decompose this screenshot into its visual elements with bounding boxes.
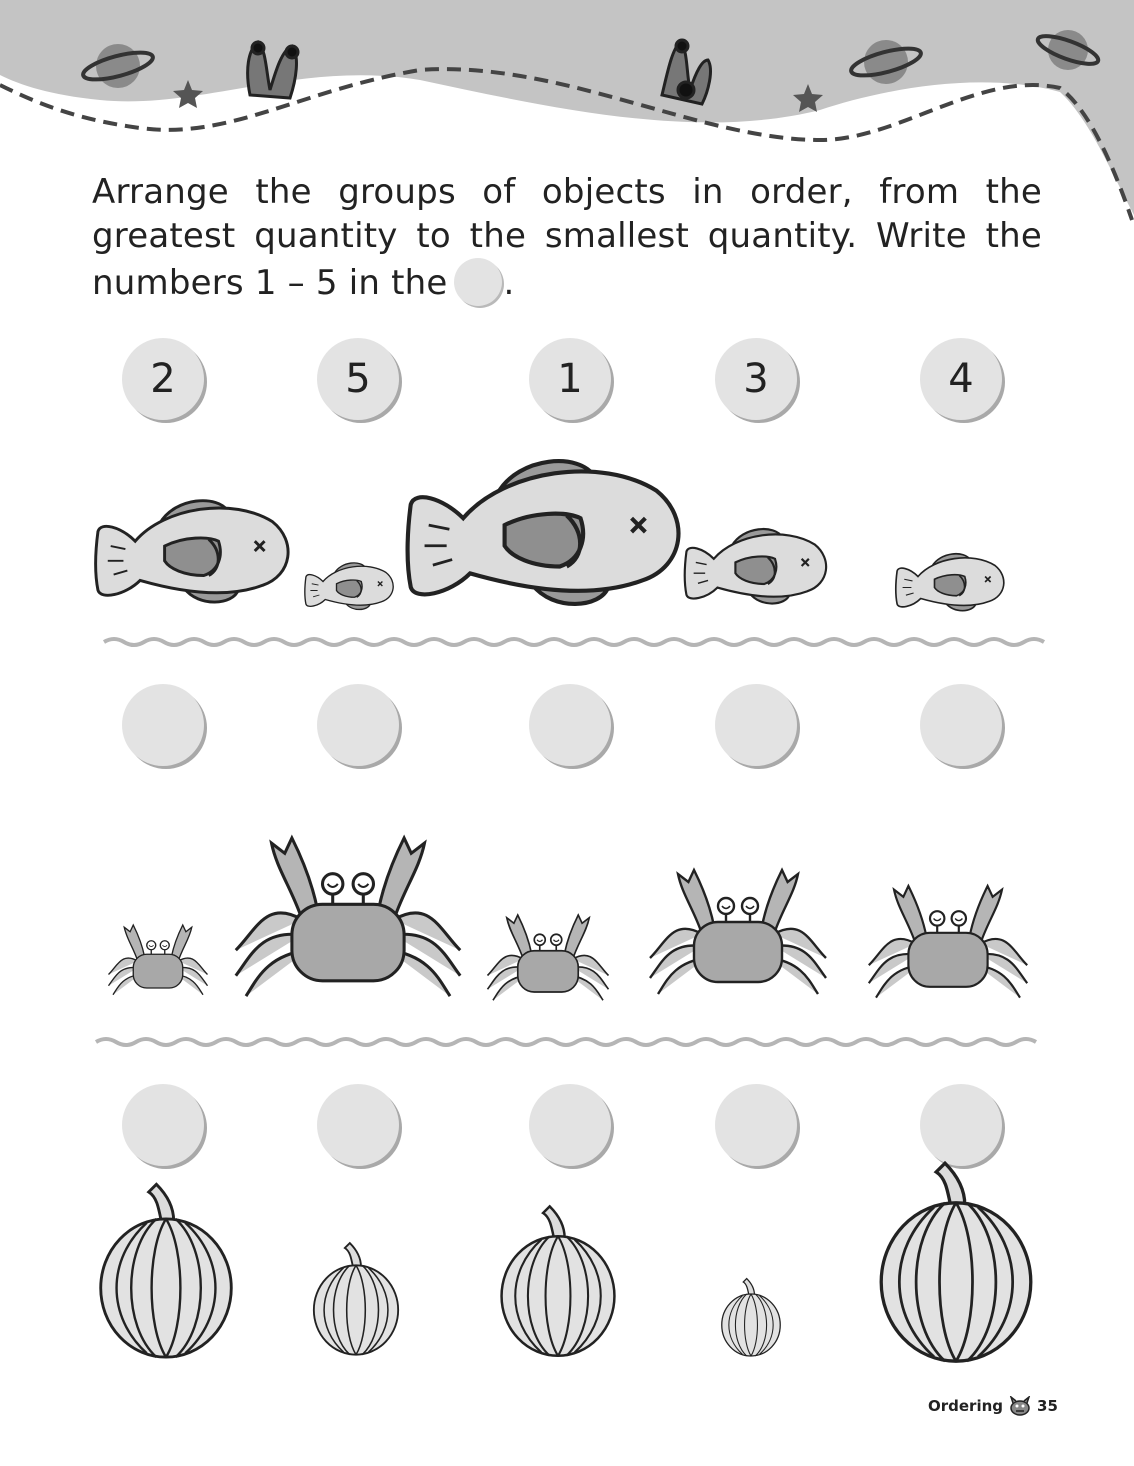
fish-answer-circle-3[interactable]: 1: [529, 338, 611, 420]
page-footer: [928, 1396, 1058, 1416]
page-number: 35: [1037, 1397, 1058, 1415]
wavy-separator: [96, 1039, 1036, 1045]
fish-largest: [408, 461, 679, 604]
crab-medium: [869, 886, 1027, 998]
pumpkin-small: [314, 1243, 398, 1355]
crab-smallest: [109, 925, 208, 995]
fish-answer-circle-4[interactable]: 3: [715, 338, 797, 420]
pumpkin-largest: [881, 1163, 1031, 1361]
pumpkin-smallest: [722, 1279, 780, 1356]
fish-smallest: [896, 554, 1004, 611]
fish-answer-circle-5[interactable]: 4: [920, 338, 1002, 420]
pumpkin-large: [101, 1184, 232, 1357]
instruction-text: Arrange the groups of objects in order, from the greatest quantity to the smallest quantity. Write the numbers 1 – 5 in the .: [92, 170, 1042, 306]
crab-largest: [236, 838, 460, 996]
fish-small: [305, 563, 393, 610]
fish-medium-large: [96, 501, 288, 602]
pumpkin-medium: [502, 1206, 615, 1355]
wavy-separator: [104, 639, 1044, 645]
crab-large: [650, 870, 826, 994]
fish-answer-circle-2[interactable]: 5: [317, 338, 399, 420]
fish-answer-circle-1[interactable]: 2: [122, 338, 204, 420]
monster-icon: [1009, 1396, 1031, 1416]
crab-small: [488, 915, 609, 1000]
fish-medium: [685, 529, 826, 604]
section-label: Ordering: [928, 1397, 1004, 1415]
